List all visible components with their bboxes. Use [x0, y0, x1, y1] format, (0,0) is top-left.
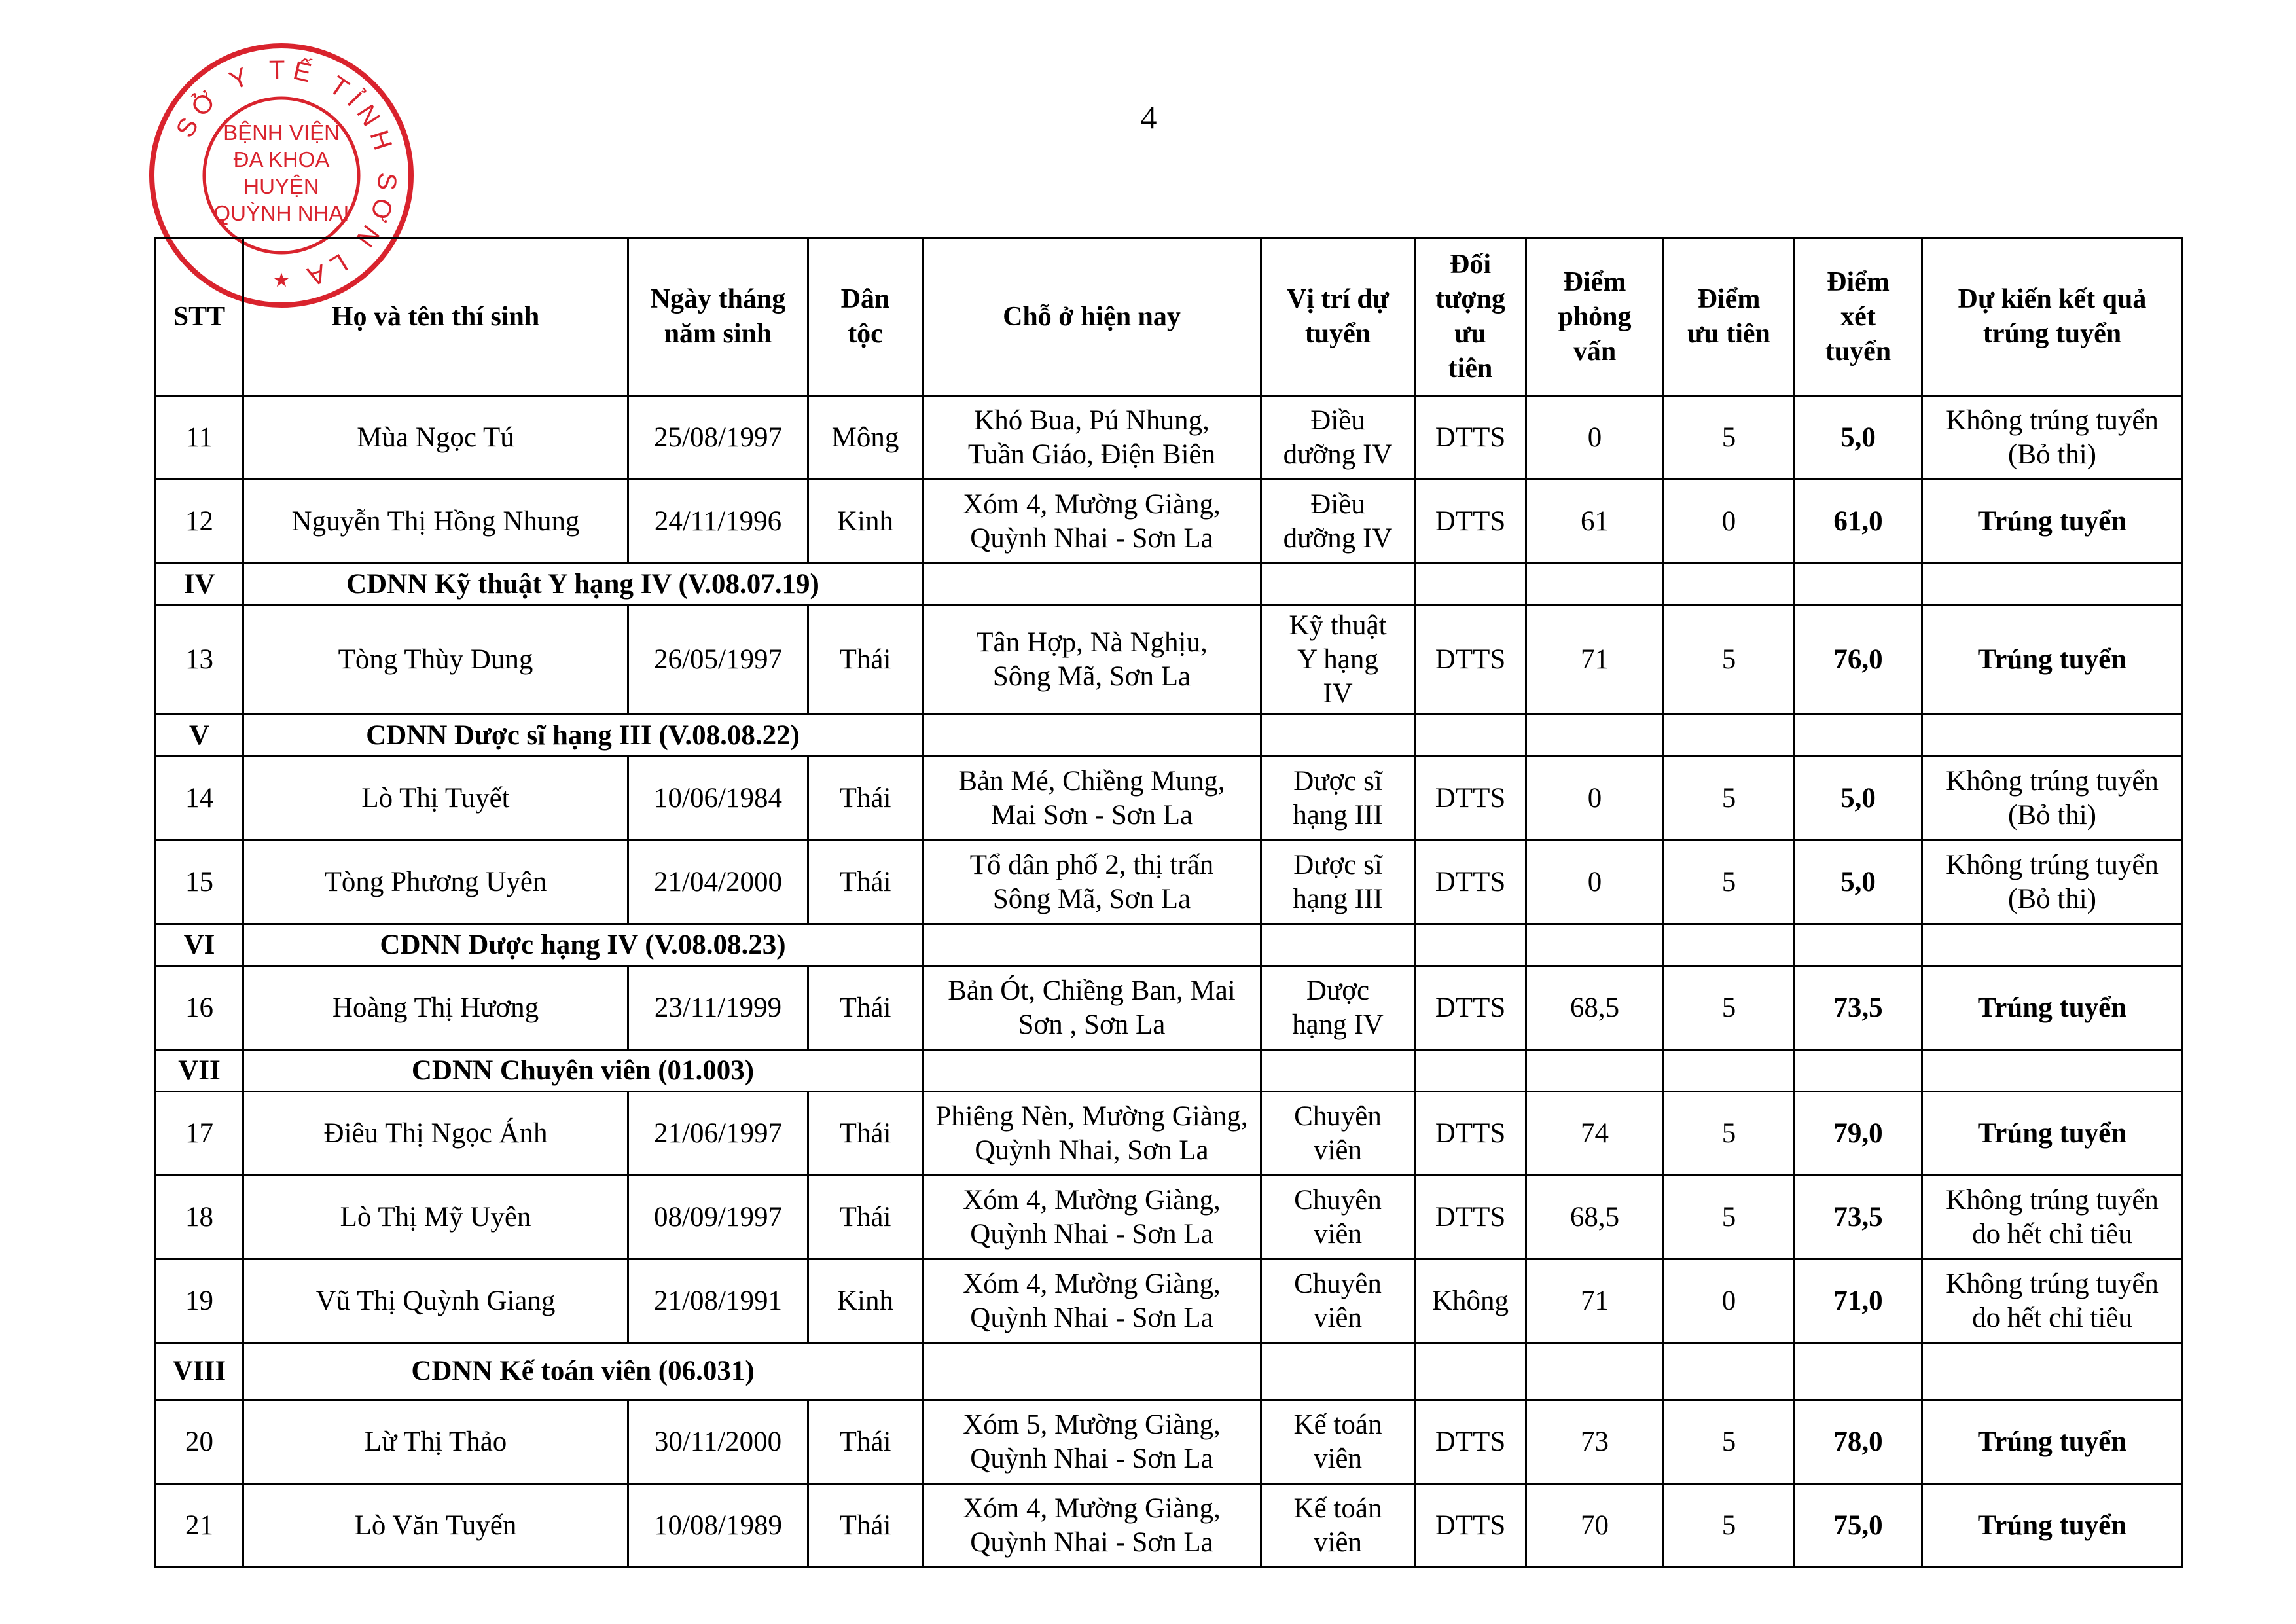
- line: Không trúng tuyển: [1946, 849, 2159, 880]
- stamp-line-4: QUỲNH NHAI: [213, 201, 350, 225]
- line: Kỹ thuật: [1289, 610, 1387, 641]
- line: Tân Hợp, Nà Nghịu,: [976, 627, 1208, 658]
- cell-address: [923, 1484, 1261, 1568]
- line: viên: [1313, 1218, 1363, 1250]
- empty-cell: [1922, 1343, 2183, 1400]
- table-row: [156, 1484, 2183, 1568]
- cell-priority-score: 0: [1664, 480, 1795, 564]
- line: Không trúng tuyển: [1946, 405, 2159, 436]
- empty-cell: [1526, 715, 1664, 757]
- empty-cell: [923, 715, 1261, 757]
- cell-priority-score: 5: [1664, 757, 1795, 840]
- line: Quỳnh Nhai - Sơn La: [970, 522, 1213, 554]
- cell-priority-group: DTTS: [1415, 1176, 1526, 1259]
- line: Điều: [1310, 488, 1365, 520]
- cell-priority-group: DTTS: [1415, 757, 1526, 840]
- header-priority-score: Điểm ưu tiên: [1664, 238, 1795, 396]
- cell-expected-result: [1922, 605, 2183, 715]
- table-row: [156, 840, 2183, 924]
- cell-final-score: 73,5: [1795, 966, 1922, 1050]
- cell-expected-result: [1922, 1176, 2183, 1259]
- cell-final-score: 5,0: [1795, 396, 1922, 480]
- cell-name: Lò Thị Mỹ Uyên: [243, 1176, 628, 1259]
- cell-ethnic: Kinh: [808, 1259, 923, 1343]
- stamp-line-3: HUYỆN: [243, 174, 319, 198]
- cell-interview-score: 68,5: [1526, 966, 1664, 1050]
- empty-cell: [1922, 924, 2183, 966]
- empty-cell: [1261, 564, 1415, 605]
- line: Xóm 5, Mường Giàng,: [963, 1409, 1221, 1440]
- line: Dược sĩ: [1293, 765, 1382, 797]
- empty-cell: [1526, 1343, 1664, 1400]
- section-title: CDNN Kỹ thuật Y hạng IV (V.08.07.19): [243, 564, 923, 605]
- cell-position: [1261, 966, 1415, 1050]
- empty-cell: [1922, 564, 2183, 605]
- line: Bản Ót, Chiềng Ban, Mai: [948, 975, 1236, 1006]
- section-row: [156, 924, 2183, 966]
- cell-address: [923, 840, 1261, 924]
- cell-stt: 14: [156, 757, 243, 840]
- line: Xóm 4, Mường Giàng,: [963, 1268, 1221, 1299]
- header-name: Họ và tên thí sinh: [243, 238, 628, 396]
- cell-position: [1261, 396, 1415, 480]
- cell-name: Lò Thị Tuyết: [243, 757, 628, 840]
- empty-cell: [1261, 715, 1415, 757]
- empty-cell: [1526, 1050, 1664, 1092]
- table-row: [156, 966, 2183, 1050]
- cell-ethnic: Thái: [808, 966, 923, 1050]
- line: Y hạng: [1297, 644, 1378, 675]
- cell-stt: 15: [156, 840, 243, 924]
- cell-interview-score: 73: [1526, 1400, 1664, 1484]
- cell-stt: 12: [156, 480, 243, 564]
- section-row: [156, 1050, 2183, 1092]
- cell-ethnic: Thái: [808, 605, 923, 715]
- cell-stt: 18: [156, 1176, 243, 1259]
- cell-address: [923, 605, 1261, 715]
- header-expected-result: Dự kiến kết quả trúng tuyển: [1922, 238, 2183, 396]
- line: Trúng tuyển: [1977, 1509, 2127, 1541]
- line: Trúng tuyển: [1977, 505, 2127, 537]
- cell-name: Lò Văn Tuyến: [243, 1484, 628, 1568]
- line: do hết chỉ tiêu: [1972, 1218, 2132, 1250]
- line: Xóm 4, Mường Giàng,: [963, 488, 1221, 520]
- cell-name: Tòng Phương Uyên: [243, 840, 628, 924]
- cell-interview-score: 68,5: [1526, 1176, 1664, 1259]
- cell-position: [1261, 1484, 1415, 1568]
- line: Chuyên: [1294, 1268, 1382, 1299]
- cell-ethnic: Thái: [808, 1176, 923, 1259]
- cell-interview-score: 74: [1526, 1092, 1664, 1176]
- line: (Bỏ thi): [2008, 799, 2096, 831]
- section-title: CDNN Chuyên viên (01.003): [243, 1050, 923, 1092]
- cell-priority-score: 5: [1664, 840, 1795, 924]
- cell-priority-score: 5: [1664, 966, 1795, 1050]
- cell-final-score: 75,0: [1795, 1484, 1922, 1568]
- cell-expected-result: [1922, 840, 2183, 924]
- section-row: [156, 715, 2183, 757]
- line: IV: [1323, 678, 1353, 709]
- line: Quỳnh Nhai - Sơn La: [970, 1526, 1213, 1558]
- cell-stt: 16: [156, 966, 243, 1050]
- line: hạng IV: [1292, 1009, 1384, 1040]
- empty-cell: [923, 924, 1261, 966]
- cell-dob: 24/11/1996: [628, 480, 808, 564]
- cell-dob: 21/06/1997: [628, 1092, 808, 1176]
- cell-address: [923, 1400, 1261, 1484]
- stamp-outer-text: SỞ Y TẾ TỈNH SƠN LA: [170, 55, 402, 293]
- cell-priority-score: 5: [1664, 1092, 1795, 1176]
- cell-dob: 26/05/1997: [628, 605, 808, 715]
- cell-priority-group: DTTS: [1415, 1092, 1526, 1176]
- table-row: [156, 1400, 2183, 1484]
- cell-address: [923, 396, 1261, 480]
- cell-expected-result: [1922, 480, 2183, 564]
- cell-position: [1261, 1176, 1415, 1259]
- cell-stt: 11: [156, 396, 243, 480]
- cell-expected-result: [1922, 396, 2183, 480]
- cell-dob: 30/11/2000: [628, 1400, 808, 1484]
- line: Sông Mã, Sơn La: [992, 661, 1191, 692]
- cell-interview-score: 71: [1526, 605, 1664, 715]
- empty-cell: [1664, 1343, 1795, 1400]
- table-row: [156, 1259, 2183, 1343]
- empty-cell: [923, 564, 1261, 605]
- line: Trúng tuyển: [1977, 992, 2127, 1023]
- empty-cell: [1664, 564, 1795, 605]
- line: Không trúng tuyển: [1946, 1268, 2159, 1299]
- empty-cell: [1795, 1343, 1922, 1400]
- line: Phiêng Nèn, Mường Giàng,: [935, 1100, 1248, 1132]
- cell-priority-score: 5: [1664, 605, 1795, 715]
- empty-cell: [1415, 715, 1526, 757]
- empty-cell: [1922, 1050, 2183, 1092]
- header-final-score: Điểm xét tuyển: [1795, 238, 1922, 396]
- line: dưỡng IV: [1283, 439, 1393, 470]
- cell-priority-group: DTTS: [1415, 966, 1526, 1050]
- line: (Bỏ thi): [2008, 883, 2096, 914]
- header-interview-score: Điểm phỏng vấn: [1526, 238, 1664, 396]
- cell-priority-group: Không: [1415, 1259, 1526, 1343]
- cell-interview-score: 70: [1526, 1484, 1664, 1568]
- table-row: [156, 1092, 2183, 1176]
- section-title: CDNN Dược hạng IV (V.08.08.23): [243, 924, 923, 966]
- cell-name: Điêu Thị Ngọc Ánh: [243, 1092, 628, 1176]
- empty-cell: [1664, 924, 1795, 966]
- cell-stt: 13: [156, 605, 243, 715]
- section-number: VII: [156, 1050, 243, 1092]
- line: Quỳnh Nhai, Sơn La: [975, 1134, 1209, 1166]
- section-number: VI: [156, 924, 243, 966]
- line: Dược sĩ: [1293, 849, 1382, 880]
- line: Xóm 4, Mường Giàng,: [963, 1184, 1221, 1216]
- cell-name: Tòng Thùy Dung: [243, 605, 628, 715]
- table-row: [156, 396, 2183, 480]
- empty-cell: [1795, 1050, 1922, 1092]
- cell-expected-result: [1922, 1484, 2183, 1568]
- stamp-star-icon: ★: [272, 270, 291, 291]
- table-body: [156, 396, 2183, 1568]
- line: Mai Sơn - Sơn La: [990, 799, 1193, 831]
- section-number: IV: [156, 564, 243, 605]
- cell-priority-group: DTTS: [1415, 605, 1526, 715]
- cell-position: [1261, 840, 1415, 924]
- cell-stt: 19: [156, 1259, 243, 1343]
- line: do hết chỉ tiêu: [1972, 1302, 2132, 1333]
- cell-dob: 21/04/2000: [628, 840, 808, 924]
- line: Kế toán: [1293, 1409, 1382, 1440]
- cell-expected-result: [1922, 1400, 2183, 1484]
- empty-cell: [1415, 1343, 1526, 1400]
- line: hạng III: [1293, 883, 1383, 914]
- cell-position: [1261, 1400, 1415, 1484]
- empty-cell: [1261, 924, 1415, 966]
- cell-interview-score: 0: [1526, 840, 1664, 924]
- line: Dược: [1306, 975, 1370, 1006]
- empty-cell: [1415, 1050, 1526, 1092]
- cell-ethnic: Mông: [808, 396, 923, 480]
- cell-priority-score: 5: [1664, 1176, 1795, 1259]
- page-number: 4: [1140, 99, 1157, 135]
- table-row: [156, 480, 2183, 564]
- line: (Bỏ thi): [2008, 439, 2096, 470]
- section-title: CDNN Dược sĩ hạng III (V.08.08.22): [243, 715, 923, 757]
- cell-final-score: 61,0: [1795, 480, 1922, 564]
- empty-cell: [1922, 715, 2183, 757]
- cell-dob: 10/06/1984: [628, 757, 808, 840]
- cell-address: [923, 1259, 1261, 1343]
- cell-final-score: 73,5: [1795, 1176, 1922, 1259]
- cell-stt: 20: [156, 1400, 243, 1484]
- cell-position: [1261, 480, 1415, 564]
- line: Không trúng tuyển: [1946, 1184, 2159, 1216]
- cell-ethnic: Thái: [808, 757, 923, 840]
- table-row: [156, 605, 2183, 715]
- cell-priority-group: DTTS: [1415, 396, 1526, 480]
- line: viên: [1313, 1526, 1363, 1558]
- section-number: V: [156, 715, 243, 757]
- cell-expected-result: [1922, 757, 2183, 840]
- cell-final-score: 78,0: [1795, 1400, 1922, 1484]
- line: Trúng tuyển: [1977, 644, 2127, 675]
- cell-final-score: 79,0: [1795, 1092, 1922, 1176]
- line: Quỳnh Nhai - Sơn La: [970, 1443, 1213, 1474]
- cell-name: Mùa Ngọc Tú: [243, 396, 628, 480]
- section-number: VIII: [156, 1343, 243, 1400]
- cell-priority-score: 5: [1664, 1484, 1795, 1568]
- cell-interview-score: 61: [1526, 480, 1664, 564]
- cell-name: Hoàng Thị Hương: [243, 966, 628, 1050]
- cell-priority-group: DTTS: [1415, 1484, 1526, 1568]
- cell-final-score: 76,0: [1795, 605, 1922, 715]
- empty-cell: [1664, 1050, 1795, 1092]
- line: dưỡng IV: [1283, 522, 1393, 554]
- cell-address: [923, 966, 1261, 1050]
- empty-cell: [1261, 1050, 1415, 1092]
- cell-stt: 21: [156, 1484, 243, 1568]
- line: Chuyên: [1294, 1100, 1382, 1132]
- line: Trúng tuyển: [1977, 1426, 2127, 1457]
- cell-address: [923, 480, 1261, 564]
- line: Kế toán: [1293, 1492, 1382, 1524]
- cell-ethnic: Kinh: [808, 480, 923, 564]
- line: Sông Mã, Sơn La: [992, 883, 1191, 914]
- table-row: [156, 757, 2183, 840]
- header-dob: Ngày tháng năm sinh: [628, 238, 808, 396]
- cell-priority-group: DTTS: [1415, 1400, 1526, 1484]
- cell-interview-score: 0: [1526, 396, 1664, 480]
- line: Chuyên: [1294, 1184, 1382, 1216]
- empty-cell: [1261, 1343, 1415, 1400]
- cell-address: [923, 1092, 1261, 1176]
- cell-ethnic: Thái: [808, 1484, 923, 1568]
- header-priority-group: Đối tượng ưu tiên: [1415, 238, 1526, 396]
- line: Xóm 4, Mường Giàng,: [963, 1492, 1221, 1524]
- header-ethnic: Dân tộc: [808, 238, 923, 396]
- empty-cell: [1795, 924, 1922, 966]
- line: Tổ dân phố 2, thị trấn: [969, 849, 1214, 880]
- cell-ethnic: Thái: [808, 840, 923, 924]
- cell-name: Lừ Thị Thảo: [243, 1400, 628, 1484]
- header-address: Chỗ ở hiện nay: [923, 238, 1261, 396]
- cell-address: [923, 757, 1261, 840]
- table-header-row: [156, 238, 2183, 396]
- line: viên: [1313, 1134, 1363, 1166]
- cell-priority-score: 0: [1664, 1259, 1795, 1343]
- empty-cell: [1795, 564, 1922, 605]
- cell-dob: 25/08/1997: [628, 396, 808, 480]
- line: Trúng tuyển: [1977, 1117, 2127, 1149]
- table-row: [156, 1176, 2183, 1259]
- stamp-line-2: ĐA KHOA: [233, 147, 330, 171]
- line: Quỳnh Nhai - Sơn La: [970, 1302, 1213, 1333]
- cell-expected-result: [1922, 1092, 2183, 1176]
- cell-address: [923, 1176, 1261, 1259]
- section-title: CDNN Kế toán viên (06.031): [243, 1343, 923, 1400]
- cell-dob: 21/08/1991: [628, 1259, 808, 1343]
- section-row: [156, 1343, 2183, 1400]
- cell-dob: 10/08/1989: [628, 1484, 808, 1568]
- header-stt: STT: [156, 238, 243, 396]
- cell-stt: 17: [156, 1092, 243, 1176]
- empty-cell: [1415, 924, 1526, 966]
- results-table: [154, 237, 2183, 1568]
- cell-position: [1261, 757, 1415, 840]
- cell-position: [1261, 605, 1415, 715]
- cell-priority-score: 5: [1664, 396, 1795, 480]
- stamp-line-1: BỆNH VIỆN: [223, 120, 340, 145]
- cell-ethnic: Thái: [808, 1400, 923, 1484]
- cell-position: [1261, 1092, 1415, 1176]
- cell-interview-score: 71: [1526, 1259, 1664, 1343]
- empty-cell: [923, 1050, 1261, 1092]
- cell-name: Vũ Thị Quỳnh Giang: [243, 1259, 628, 1343]
- cell-priority-group: DTTS: [1415, 480, 1526, 564]
- cell-final-score: 71,0: [1795, 1259, 1922, 1343]
- cell-interview-score: 0: [1526, 757, 1664, 840]
- line: hạng III: [1293, 799, 1383, 831]
- cell-priority-score: 5: [1664, 1400, 1795, 1484]
- cell-name: Nguyễn Thị Hồng Nhung: [243, 480, 628, 564]
- empty-cell: [1526, 564, 1664, 605]
- cell-final-score: 5,0: [1795, 840, 1922, 924]
- empty-cell: [1415, 564, 1526, 605]
- line: Sơn , Sơn La: [1018, 1009, 1166, 1040]
- cell-expected-result: [1922, 1259, 2183, 1343]
- empty-cell: [1526, 924, 1664, 966]
- line: viên: [1313, 1443, 1363, 1474]
- cell-ethnic: Thái: [808, 1092, 923, 1176]
- line: Tuần Giáo, Điện Biên: [967, 439, 1216, 470]
- line: viên: [1313, 1302, 1363, 1333]
- line: Bản Mé, Chiềng Mung,: [958, 765, 1225, 797]
- empty-cell: [923, 1343, 1261, 1400]
- header-position: Vị trí dự tuyển: [1261, 238, 1415, 396]
- empty-cell: [1664, 715, 1795, 757]
- cell-position: [1261, 1259, 1415, 1343]
- cell-final-score: 5,0: [1795, 757, 1922, 840]
- section-row: [156, 564, 2183, 605]
- line: Điều: [1310, 405, 1365, 436]
- cell-dob: 08/09/1997: [628, 1176, 808, 1259]
- empty-cell: [1795, 715, 1922, 757]
- cell-dob: 23/11/1999: [628, 966, 808, 1050]
- cell-priority-group: DTTS: [1415, 840, 1526, 924]
- line: Khó Bua, Pú Nhung,: [974, 405, 1210, 436]
- cell-expected-result: [1922, 966, 2183, 1050]
- line: Quỳnh Nhai - Sơn La: [970, 1218, 1213, 1250]
- line: Không trúng tuyển: [1946, 765, 2159, 797]
